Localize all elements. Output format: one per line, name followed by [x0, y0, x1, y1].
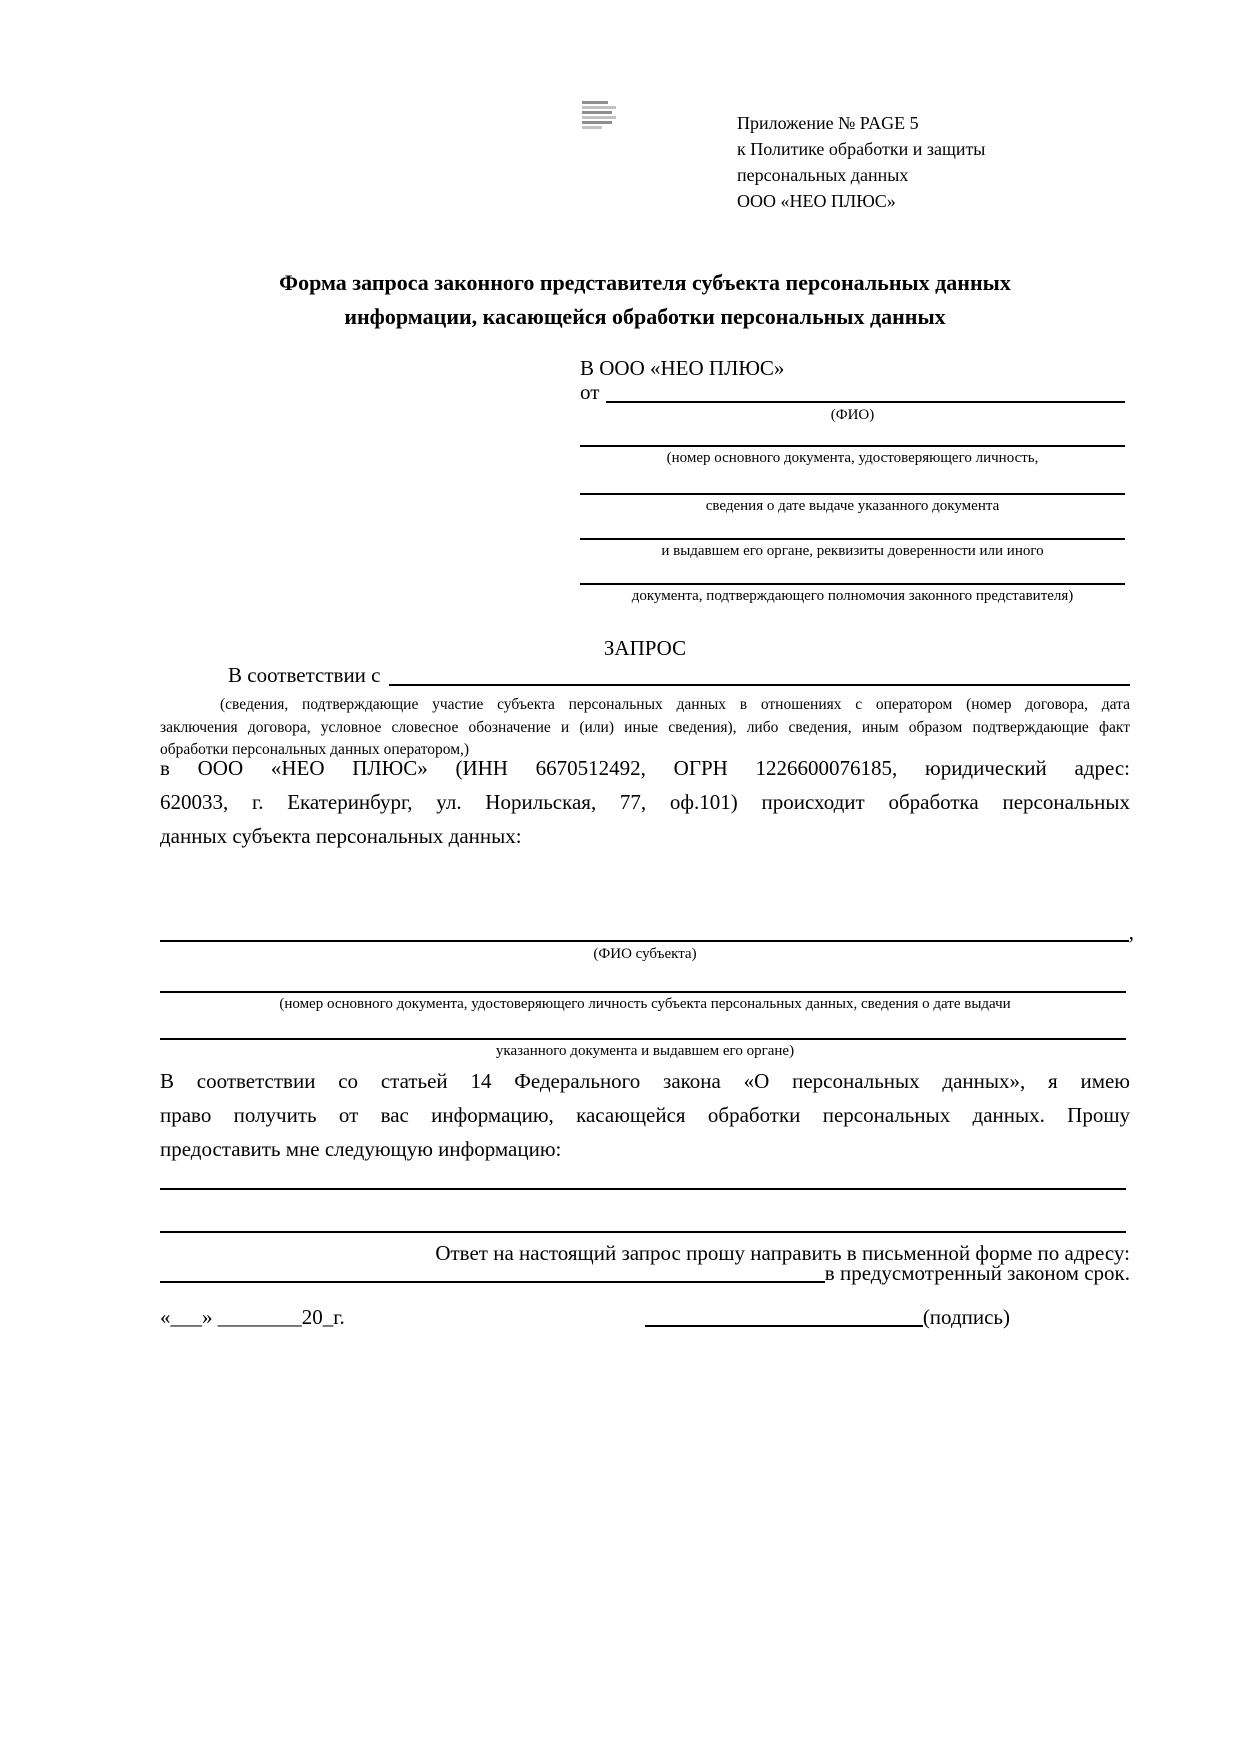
appendix-note-line: к Политике обработки и защиты [737, 139, 986, 159]
requested-info-field-line-2[interactable] [160, 1231, 1126, 1233]
intro-label: В соответствии с [228, 663, 381, 687]
page-title [160, 266, 1130, 334]
from-label: от [580, 380, 600, 404]
addressee-org: В ООО «НЕО ПЛЮС» [580, 356, 785, 380]
field-caption-authority: документа, подтверждающего полномочия законного представителя) [631, 588, 1074, 604]
answer-request-text: Ответ на настоящий запрос прошу направить в письменной форме по адресу: [435, 1241, 1130, 1265]
operator-paragraph-line: в ООО «НЕО ПЛЮС» (ИНН 6670512492, ОГРН 1226600076185, юридический адрес: [160, 756, 1130, 780]
representative-fio-field-line[interactable] [606, 380, 1125, 403]
fine-print-line: заключения договора, условное словесное обозначение и (или) иные сведения), либо сведения, иным образом подтверждающие факт [160, 718, 1130, 736]
intro-row [160, 663, 1130, 688]
basis-field-line[interactable] [389, 663, 1131, 686]
law-paragraph [160, 1064, 1130, 1166]
subject-doc-number-field-line[interactable] [160, 991, 1126, 993]
page-title-line: информации, касающейся обработки персональных данных [344, 304, 946, 329]
answer-address-field-line[interactable] [160, 1261, 825, 1283]
field-caption-subject-doc-issuer: указанного документа и выдавшем его органе) [495, 1043, 795, 1059]
field-caption-doc-date: сведения о дате выдаче указанного документа [705, 498, 1000, 514]
from-row [580, 380, 1125, 405]
operator-paragraph-line: данных субъекта персональных данных: [160, 824, 522, 848]
subject-fio-row [160, 920, 1134, 944]
appendix-note [737, 110, 985, 214]
appendix-note-line: ООО «НЕО ПЛЮС» [737, 191, 896, 211]
field-caption-doc-number: (номер основного документа, удостоверяющего личность, [666, 450, 1039, 466]
answer-address-row [160, 1261, 1130, 1286]
field-caption-doc-issuer: и выдавшем его органе, реквизиты доверенности или иного [661, 543, 1044, 559]
law-paragraph-line: предоставить мне следующую информацию: [160, 1137, 562, 1161]
operator-paragraph [160, 751, 1130, 853]
subject-fio-comma: , [1128, 920, 1134, 944]
fine-print-line: (сведения, подтверждающие участие субъекта персональных данных в отношениях с оператором (номер договора, дата [220, 696, 1130, 713]
representative-doc-number-field-line[interactable] [580, 445, 1125, 447]
representative-doc-issuer-field-line[interactable] [580, 538, 1125, 540]
page-title-line: Форма запроса законного представителя субъекта персональных данных [279, 270, 1011, 295]
subject-fio-field-line[interactable] [160, 920, 1129, 942]
appendix-note-line: Приложение № PAGE 5 [737, 113, 919, 133]
appendix-note-line: персональных данных [737, 165, 909, 185]
law-paragraph-line: право получить от вас информацию, касающейся обработки персональных данных. Прошу [160, 1103, 1130, 1127]
requested-info-field-line-1[interactable] [160, 1188, 1126, 1190]
fine-print-line: обработки персональных данных оператором,) [160, 741, 470, 758]
signature-caption: (подпись) [922, 1305, 1010, 1329]
representative-authority-field-line[interactable] [580, 583, 1125, 585]
footer-row [160, 1305, 1010, 1330]
request-heading: ЗАПРОС [603, 636, 687, 660]
date-field-line[interactable]: «___» ________20_г. [160, 1305, 345, 1329]
law-paragraph-line: В соответствии со статьей 14 Федерального закона «О персональных данных», я имею [160, 1069, 1130, 1093]
signature-group [645, 1305, 1010, 1330]
field-caption-subject-doc: (номер основного документа, удостоверяющего личность субъекта персональных данных, сведения о дате выдачи [279, 996, 1011, 1012]
field-caption-subject-fio: (ФИО субъекта) [593, 946, 697, 962]
field-caption-fio: (ФИО) [830, 407, 875, 423]
text-lines-icon [582, 101, 618, 131]
representative-doc-date-field-line[interactable] [580, 493, 1125, 495]
signature-field-line[interactable] [645, 1325, 923, 1327]
operator-paragraph-line: 620033, г. Екатеринбург, ул. Норильская, 77, оф.101) происходит обработка персональных [160, 790, 1130, 814]
answer-suffix-text: в предусмотренный законом срок. [824, 1261, 1130, 1285]
subject-doc-issuer-field-line[interactable] [160, 1038, 1126, 1040]
